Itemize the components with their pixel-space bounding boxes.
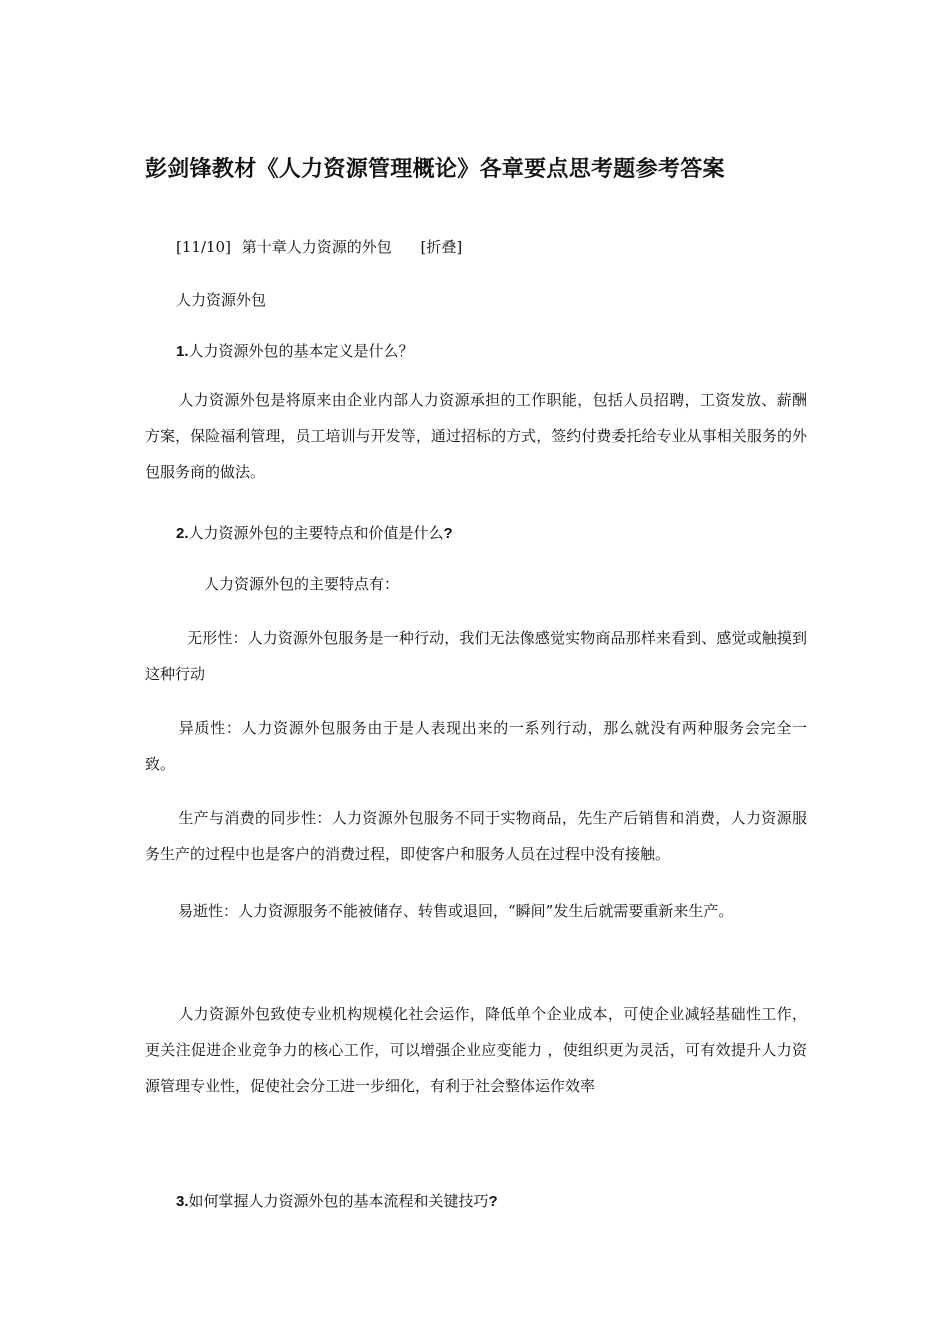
answer-1-text: 人力资源外包是将原来由企业内部人力资源承担的工作职能，包括人员招聘，工资发放、薪酬方案，保险福利管理，员工培训与开发等，通过招标的方式，签约付费委托给专业从事相关服务的外包服务商的做法。 (145, 391, 807, 481)
question-number: 2. (176, 525, 189, 542)
fold-link[interactable]: [折叠] (420, 238, 463, 256)
feature-simultaneity (145, 800, 807, 872)
question-text: 人力资源外包的基本定义是什么？ (188, 342, 414, 360)
question-1 (176, 340, 414, 361)
features-intro: 人力资源外包的主要特点有： (204, 575, 400, 593)
feature-text: 异质性：人力资源外包服务由于是人表现出来的一系列行动，那么就没有两种服务会完全一致。 (145, 719, 807, 773)
chapter-date: [11/10] (176, 238, 231, 256)
question-text: 人力资源外包的主要特点和价值是什么 (188, 524, 444, 542)
question-number: 1. (176, 343, 189, 360)
value-text: 人力资源外包致使专业机构规模化社会运作，降低单个企业成本，可使企业减轻基础性工作，更关注促进企业竞争力的核心工作，可以增强企业应变能力 ，使组织更为灵活，可有效提升人力资源管理专业性，促使社会分工进一步细化，有利于社会整体运作效率 (145, 1005, 807, 1095)
feature-heterogeneity (145, 710, 807, 782)
feature-intangibility (145, 620, 807, 692)
question-mark: ? (488, 1193, 498, 1210)
question-3 (176, 1190, 498, 1211)
answer-1-paragraph (145, 382, 807, 490)
feature-text: 生产与消费的同步性：人力资源外包服务不同于实物商品，先生产后销售和消费，人力资源服务生产的过程中也是客户的消费过程，即使客户和服务人员在过程中没有接触。 (145, 809, 807, 863)
question-text: 如何掌握人力资源外包的基本流程和关键技巧 (188, 1192, 489, 1210)
chapter-title: 第十章人力资源的外包 (241, 238, 392, 256)
document-title: 彭剑锋教材《人力资源管理概论》各章要点思考题参考答案 (145, 157, 725, 182)
question-mark: ? (443, 525, 453, 542)
feature-text: 无形性：人力资源外包服务是一种行动，我们无法像感觉实物商品那样来看到、感觉或触摸到这种行动 (145, 629, 807, 683)
value-paragraph (145, 996, 807, 1104)
section-heading: 人力资源外包 (176, 291, 267, 309)
question-number: 3. (176, 1193, 189, 1210)
feature-perishability (145, 893, 807, 929)
question-2 (176, 522, 453, 543)
chapter-header (176, 236, 462, 257)
feature-text: 易逝性：人力资源服务不能被储存、转售或退回，“瞬间”发生后就需要重新来生产。 (178, 902, 734, 920)
